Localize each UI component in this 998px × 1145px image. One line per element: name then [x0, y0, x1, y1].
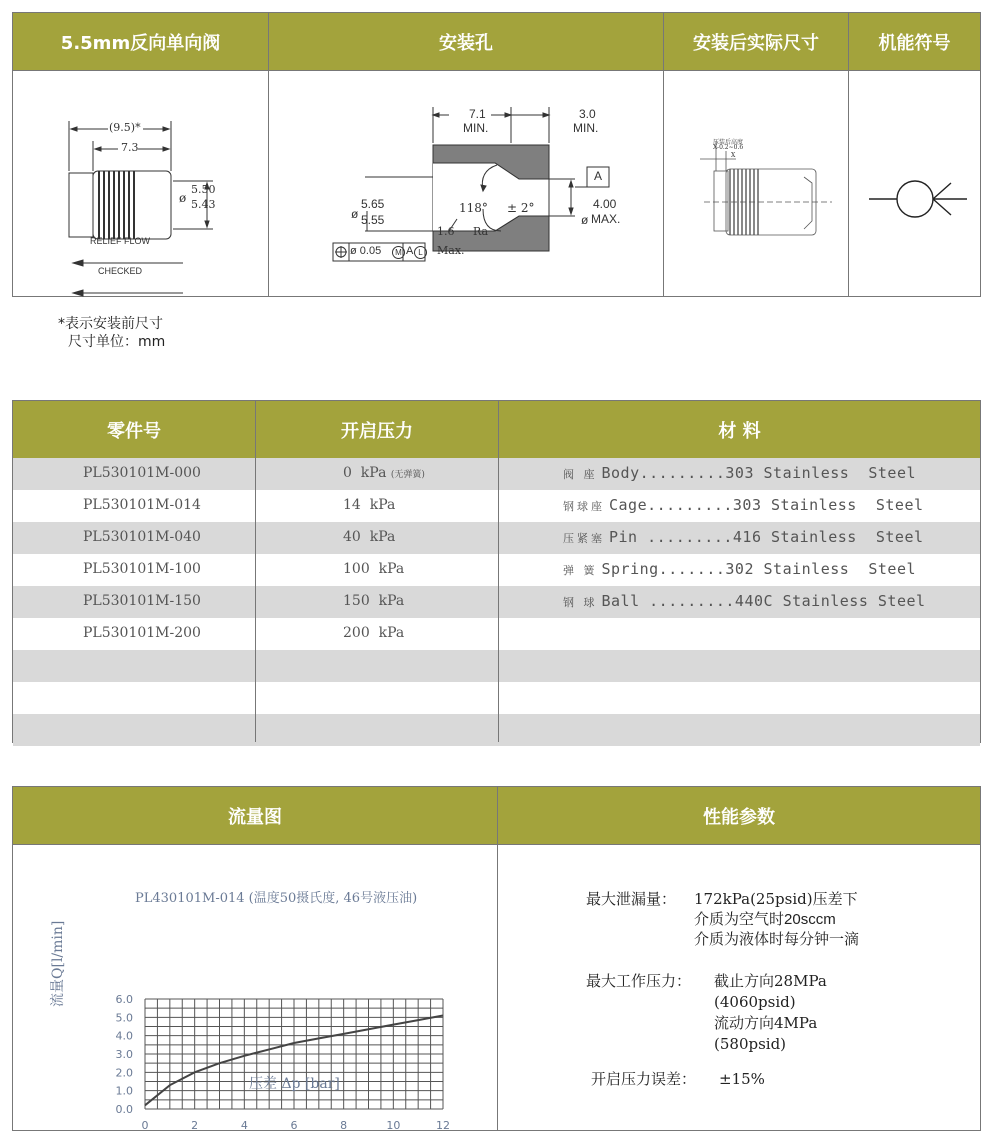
header-symbol: 机能符号 [849, 13, 980, 70]
material-en: Cage.........303 Stainless Steel [609, 496, 924, 514]
hole-roughness-unit: Ra [473, 225, 489, 238]
y-tick-label: 4.0 [115, 1029, 133, 1043]
hole-dim-b-note: MIN. [573, 121, 599, 135]
header-valve: 5.5mm反向单向阀 [13, 13, 268, 70]
y-tick-label: 2.0 [115, 1066, 133, 1080]
table-row [13, 714, 980, 746]
relief-flow-label: RELIEF FLOW [90, 236, 151, 246]
table-row [13, 554, 980, 586]
hole-tol-m: M [392, 246, 405, 259]
x-tick-label: 12 [436, 1119, 450, 1132]
material [563, 490, 924, 522]
checked-label: CHECKED [98, 266, 143, 276]
crack-pressure-value: 200 kPa [343, 625, 405, 641]
crack-pressure-note: (无弹簧) [390, 470, 425, 480]
material-en: Spring.......302 Stainless Steel [601, 560, 917, 578]
table-row [13, 682, 980, 714]
crack-pressure-value: 100 kPa [343, 561, 405, 577]
valve-dia-upper: 5.50 [191, 183, 216, 196]
installed-label1: 压装后高度 [713, 139, 744, 146]
hole-datum: A [594, 169, 603, 183]
spec-work-line2: (4060psid) [714, 993, 796, 1011]
x-tick-label: 2 [191, 1119, 199, 1132]
x-tick-label: 8 [340, 1119, 348, 1132]
spec-leak-line2 [694, 909, 836, 930]
parts-table [12, 400, 981, 743]
spec-work-label: 最大工作压力： [586, 972, 692, 990]
note-unit: 尺寸单位：mm [68, 334, 166, 350]
hole-angle-tol: ± 2° [507, 201, 535, 215]
header-installed-size: 安装后实际尺寸 [664, 13, 848, 70]
hole-dia-symbol: ø [351, 207, 359, 221]
crack-pressure-value: 14 kPa [343, 497, 396, 513]
y-tick-label: 3.0 [115, 1048, 133, 1061]
crack-pressure [343, 490, 395, 522]
header-material: 材 料 [499, 401, 980, 458]
material-en: Body.........303 Stainless Steel [601, 464, 917, 482]
header-part-number: 零件号 [13, 401, 255, 458]
chart-ylabel: 流量Q[l/min] [50, 920, 66, 1007]
material-cn: 压紧塞 [563, 532, 605, 545]
material-cn: 钢球座 [563, 500, 605, 513]
header-crack-pressure: 开启压力 [256, 401, 498, 458]
material [563, 618, 567, 650]
hole-roughness-note: Max. [437, 244, 465, 257]
valve-dim-inner: 7.3 [121, 141, 139, 154]
hole-dim-a-note: MIN. [463, 121, 489, 135]
material-en: Ball .........440C Stainless Steel [601, 592, 926, 610]
part-number: PL530101M-100 [83, 561, 201, 577]
hole-tol-ref: A [406, 245, 414, 257]
material [563, 586, 926, 618]
y-tick-label: 0.0 [115, 1103, 133, 1116]
hole-max-dia-symbol: ø [581, 213, 589, 227]
crack-pressure-value: 0 kPa [343, 465, 387, 481]
material [563, 650, 567, 682]
notes [58, 315, 165, 351]
spec-leak-line2-prefix: 介质为空气时 [694, 910, 785, 928]
crack-pressure [343, 586, 404, 618]
material-cn: 钢 球 [563, 596, 598, 609]
material [563, 714, 567, 746]
table-row [13, 522, 980, 554]
chart-xlabel: 压差 Δp [bar] [249, 1076, 340, 1092]
crack-pressure [343, 618, 404, 650]
spec-crack-label: 开启压力误差： [591, 1070, 697, 1088]
header-mounting-hole: 安装孔 [269, 13, 663, 70]
hole-tolerance: ø 0.05 [350, 245, 382, 257]
valve-dim-outer: (9.5)* [109, 121, 141, 134]
hole-roughness: 1.6 [437, 225, 455, 238]
spec-leak-label: 最大泄漏量： [586, 890, 677, 908]
hole-dim-a-value: 7.1 [469, 107, 486, 121]
table-row [13, 650, 980, 682]
performance-table [12, 786, 981, 1131]
table-row [13, 618, 980, 650]
material [563, 522, 924, 554]
x-tick-label: 4 [240, 1119, 248, 1132]
part-number: PL530101M-040 [83, 529, 201, 545]
part-number: PL530101M-000 [83, 465, 201, 481]
valve-dia-lower: 5.43 [191, 198, 216, 211]
table-row [13, 586, 980, 618]
spec-work-line1: 截止方向28MPa [714, 972, 827, 990]
crack-pressure-value: 150 kPa [343, 593, 405, 609]
valve-drawing [13, 71, 268, 297]
check-valve-symbol [849, 71, 980, 297]
material-cn: 阀 座 [563, 468, 598, 481]
table-row [13, 458, 980, 490]
x-tick-label: 10 [386, 1119, 401, 1132]
hole-dia-lower: 5.55 [361, 213, 385, 227]
installed-label3: X [731, 152, 736, 159]
part-number: PL530101M-014 [83, 497, 201, 513]
crack-pressure-value: 40 kPa [343, 529, 396, 545]
crack-pressure [343, 522, 395, 554]
header-performance: 性能参数 [498, 787, 980, 845]
hole-max-dia-note: MAX. [591, 212, 621, 226]
material [563, 458, 916, 490]
installation-table-header [13, 13, 980, 71]
part-number: PL530101M-150 [83, 593, 201, 609]
installed-drawing [664, 71, 848, 297]
hole-angle: 118° [459, 201, 488, 215]
x-tick-label: 6 [290, 1119, 298, 1132]
hole-tol-l: L [414, 246, 427, 259]
y-tick-label: 5.0 [115, 1011, 133, 1025]
x-tick-label: 0 [141, 1119, 149, 1132]
mounting-hole-drawing [269, 71, 663, 297]
hole-max-dia-value: 4.00 [593, 197, 617, 211]
crack-pressure [343, 554, 404, 586]
spec-work-line4: (580psid) [714, 1035, 787, 1053]
chart-title: PL430101M-014 (温度50摄氏度, 46号液压油) [135, 891, 418, 906]
installation-table [12, 12, 981, 297]
table-row [13, 490, 980, 522]
note-preinstall: *表示安装前尺寸 [58, 316, 163, 332]
material [563, 554, 916, 586]
spec-leak-line1: 172kPa(25psid)压差下 [694, 890, 858, 908]
material [563, 682, 567, 714]
y-tick-label: 1.0 [115, 1084, 133, 1098]
header-flow-chart: 流量图 [13, 787, 497, 845]
part-number: PL530101M-200 [83, 625, 201, 641]
spec-leak-line3: 介质为液体时每分钟一滴 [694, 930, 860, 948]
material-en: Pin .........416 Stainless Steel [609, 528, 924, 546]
spec-leak-line2-value: 20sccm [784, 911, 836, 928]
hole-dim-b-value: 3.0 [579, 107, 596, 121]
hole-dia-upper: 5.65 [361, 197, 385, 211]
valve-dia-symbol: ø [179, 191, 187, 205]
material-cn: 弹 簧 [563, 564, 598, 577]
crack-pressure [343, 458, 425, 490]
y-tick-label: 6.0 [115, 993, 133, 1006]
installed-label2: X-0.2~0.6 [713, 144, 744, 151]
spec-crack-value: ±15% [719, 1070, 765, 1088]
spec-work-line3: 流动方向4MPa [714, 1014, 818, 1032]
